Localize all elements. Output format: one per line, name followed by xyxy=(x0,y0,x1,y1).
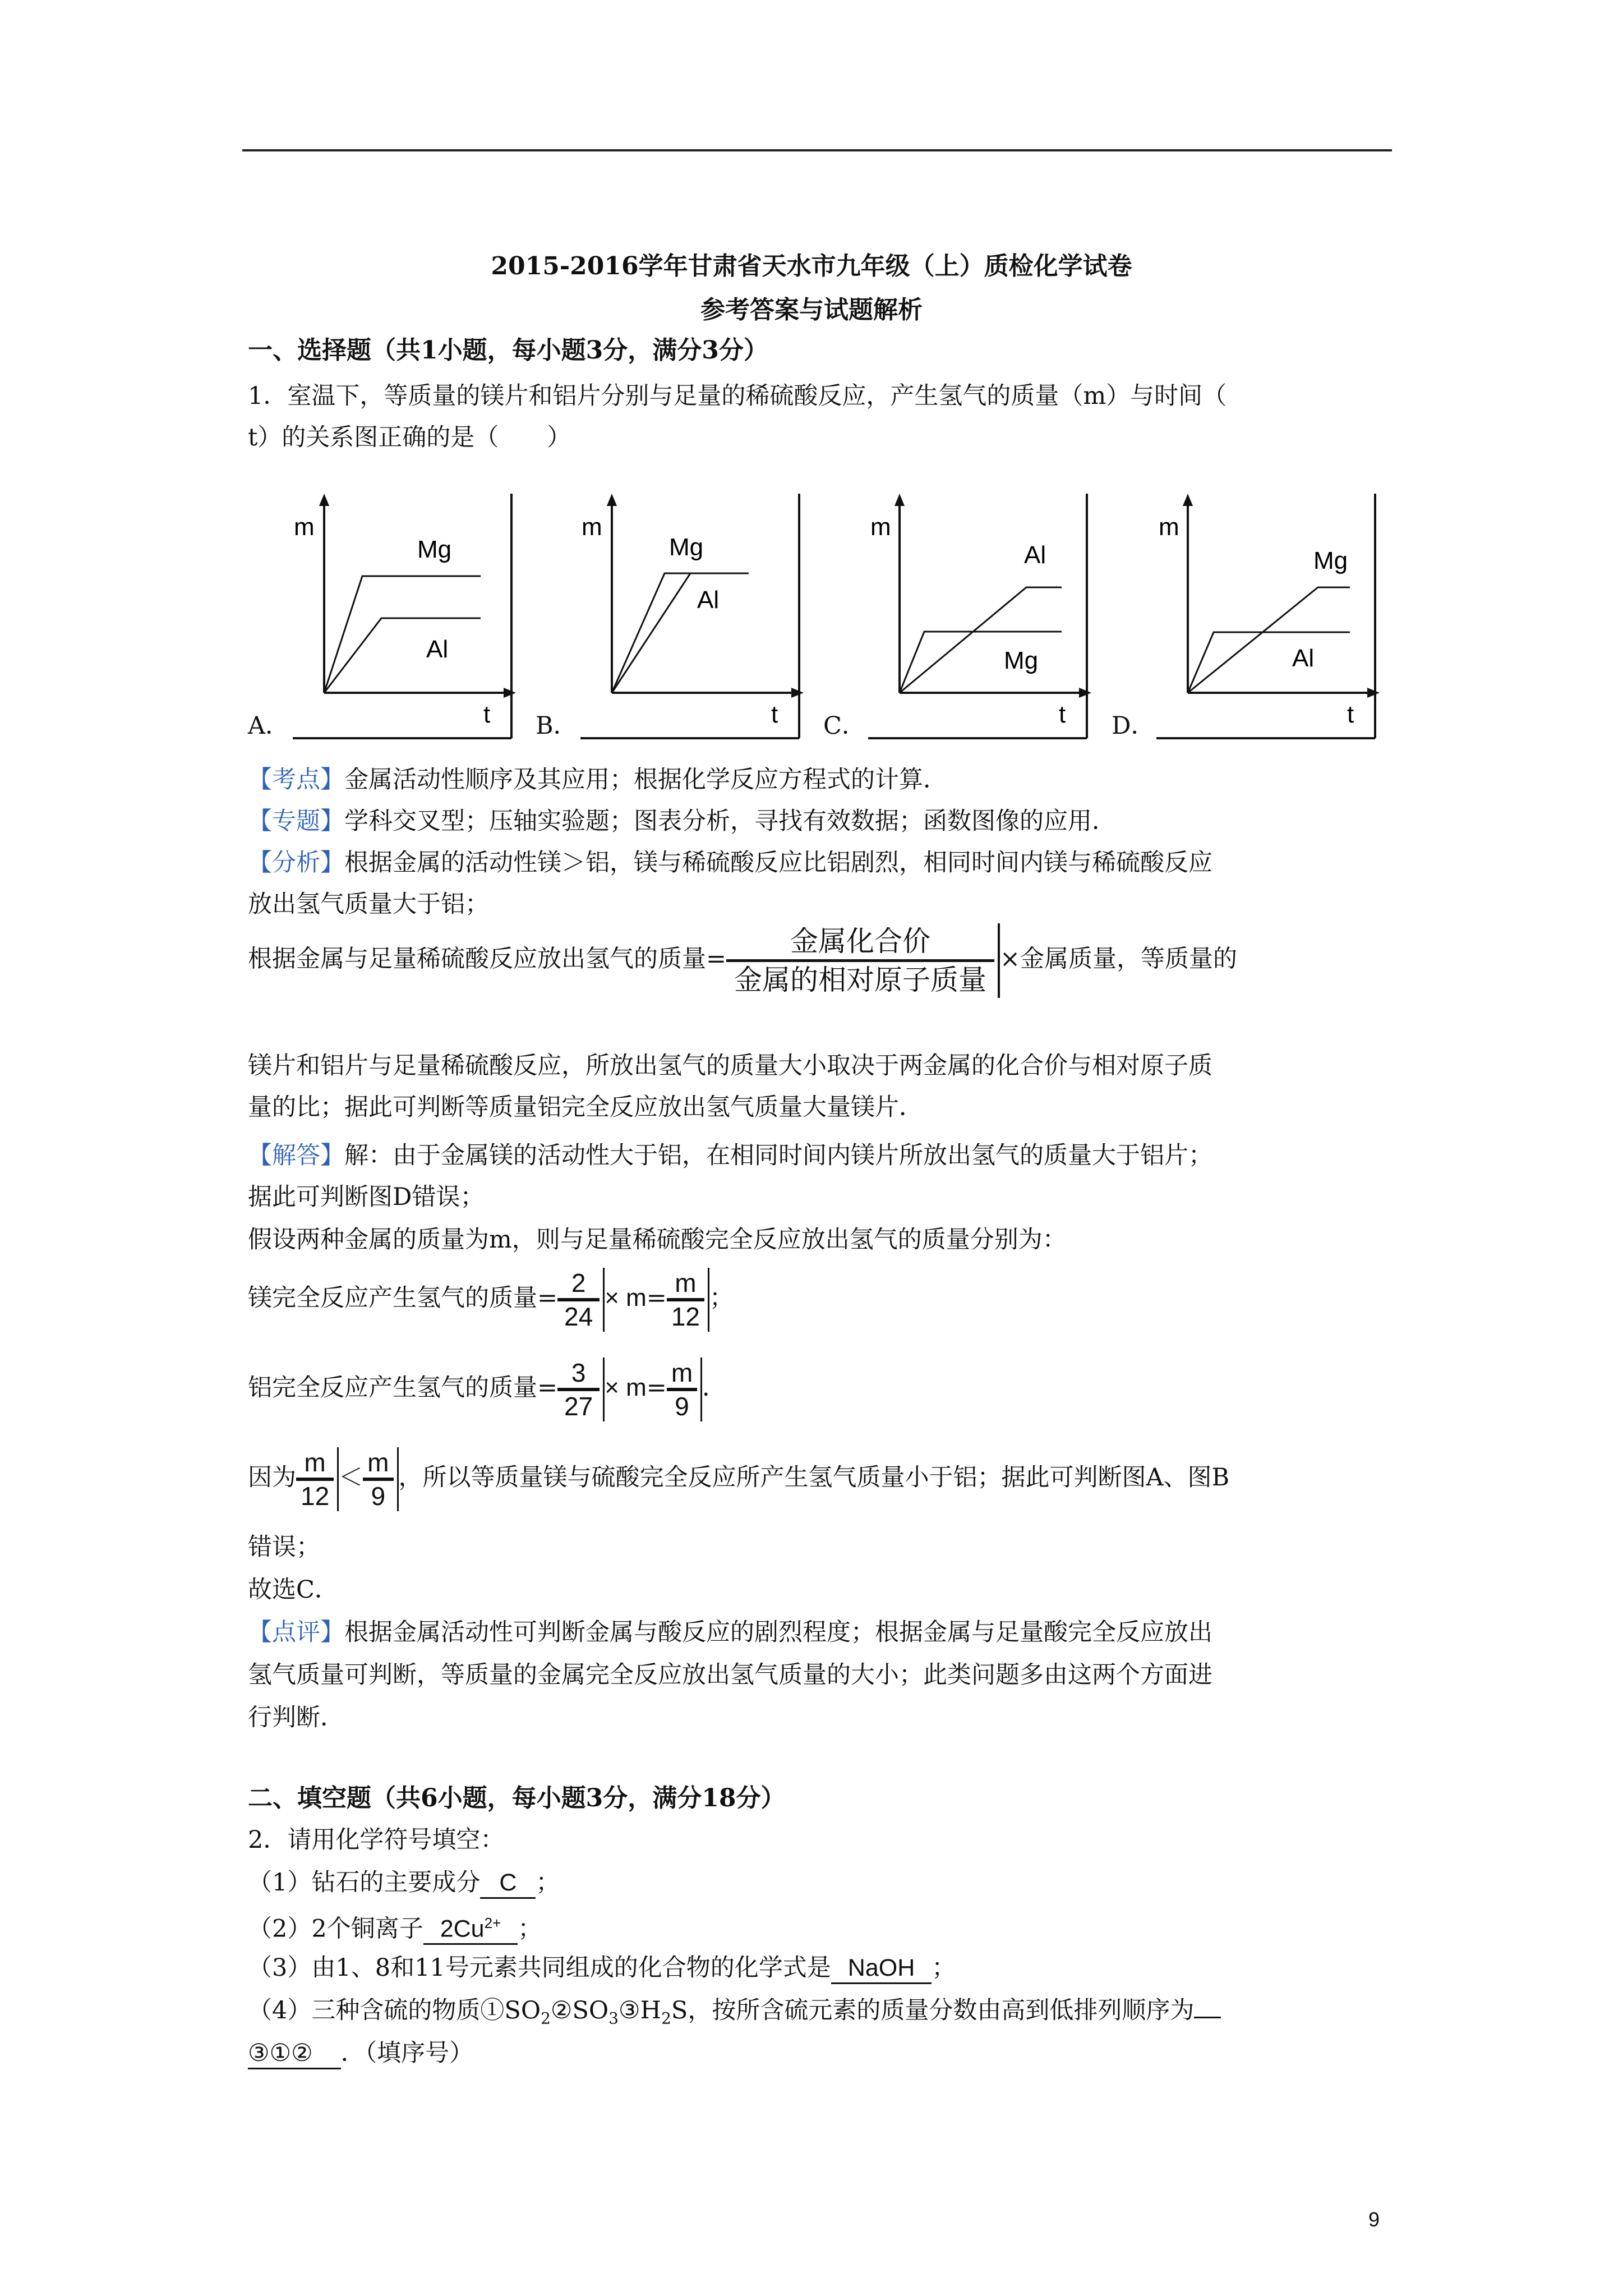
x-axis-label: t xyxy=(771,701,778,728)
kaodian-tag: 【考点】 xyxy=(248,766,344,794)
dianping-text-2: 氢气质量可判断，等质量的金属完全反应放出氢气质量的大小；此类问题多由这两个方面进 xyxy=(248,1661,1212,1689)
y-axis-arrow xyxy=(1183,494,1193,506)
q2-part4-blank-end xyxy=(1194,2017,1221,2018)
comparison-suffix: ，所以等质量镁与硫酸完全反应所产生氢气质量小于铝；据此可判断图A、图B xyxy=(398,1464,1230,1492)
series-label-upper: Mg xyxy=(417,536,452,563)
al-times-m: × m xyxy=(605,1374,647,1401)
y-axis-arrow xyxy=(895,494,905,506)
page-number: 9 xyxy=(1368,2208,1380,2231)
q2-part1-prompt: （1）钻石的主要成分 xyxy=(248,1869,481,1897)
section2-heading: 二、填空题（共6小题，每小题3分，满分18分） xyxy=(248,1784,786,1812)
q2-part3-answer: NaOH xyxy=(831,1953,932,1984)
mg-equals: = xyxy=(646,1284,667,1312)
formula-fraction xyxy=(726,923,1000,998)
al-equals: = xyxy=(646,1374,667,1402)
x-axis-arrow xyxy=(791,688,804,698)
al-mass-row xyxy=(248,1358,726,1421)
option-a-label: A． xyxy=(248,712,290,740)
q2-part4-text-d: S，按所含硫元素的质量分数由高到低排列顺序为 xyxy=(671,1996,1195,2024)
dianping-text-1: 根据金属活动性可判断金属与酸反应的剧烈程度；根据金属与足量酸完全反应放出 xyxy=(344,1618,1212,1646)
q2-part3-suffix: ； xyxy=(932,1954,956,1982)
q2-part4-text-b: ②SO xyxy=(550,1996,609,2024)
option-a-graph xyxy=(248,494,517,740)
fenxi-text-1: 根据金属的活动性镁＞铝，镁与稀硫酸反应比铝剧烈，相同时间内镁与稀硫酸反应 xyxy=(344,849,1212,877)
formula-row xyxy=(248,923,1237,998)
zhuanti-text: 学科交叉型；压轴实验题；图表分析，寻找有效数据；函数图像的应用． xyxy=(344,807,1116,835)
q2-part4-text-c: ③H xyxy=(619,1996,662,2024)
x-axis-label: t xyxy=(483,701,491,728)
y-axis-label: m xyxy=(294,513,315,541)
q2-part2-prompt: （2）2个铜离子 xyxy=(248,1915,423,1943)
q2-part1 xyxy=(248,1866,560,1899)
dianping-tag: 【点评】 xyxy=(248,1618,344,1646)
comparison-prefix: 因为 xyxy=(248,1464,296,1492)
q2-part4 xyxy=(248,1994,1221,2036)
q2-part3-prompt: （3）由1、8和11号元素共同组成的化合物的化学式是 xyxy=(248,1954,831,1982)
mg-mass-suffix: ； xyxy=(709,1284,734,1312)
dianping-text-3: 行判断． xyxy=(248,1704,344,1732)
y-axis-label: m xyxy=(582,513,602,541)
x-axis-label: t xyxy=(1059,701,1066,728)
x-axis-arrow xyxy=(1079,688,1091,698)
series-label-upper: Mg xyxy=(669,533,704,561)
page-title: 2015-2016学年甘肃省天水市九年级（上）质检化学试卷 xyxy=(491,252,1132,280)
fenxi-row xyxy=(248,846,1212,880)
fenxi-text-4: 量的比；据此可判断等质量铝完全反应放出氢气质量大量镁片． xyxy=(248,1093,923,1121)
less-than-sign: ＜ xyxy=(339,1464,363,1492)
option-c-label: C． xyxy=(823,712,866,740)
fenxi-text-3: 镁片和铝片与足量稀硫酸反应，所放出氢气的质量大小取决于两金属的化合价与相对原子质 xyxy=(248,1052,1212,1080)
al-ratio-numerator: 3 xyxy=(557,1358,600,1391)
series-line-upper xyxy=(324,576,481,693)
q2-part4-sub-2: 3 xyxy=(608,2009,619,2028)
fenxi-text-2: 放出氢气质量大于铝； xyxy=(248,890,489,918)
q2-part4-sub-3: 2 xyxy=(661,2009,671,2028)
comparison-right-denominator: 9 xyxy=(371,1481,386,1511)
conclusion-error: 错误； xyxy=(248,1533,320,1561)
q2-part3 xyxy=(248,1951,956,1985)
series-label-upper: Al xyxy=(1024,541,1046,569)
option-d-label: D． xyxy=(1112,712,1155,740)
formula-denominator: 金属的相对原子质量 xyxy=(734,964,987,996)
mg-mass-row xyxy=(248,1268,734,1332)
q2-part2-suffix: ； xyxy=(518,1915,542,1943)
y-axis-arrow xyxy=(319,494,329,506)
q2-part1-suffix: ； xyxy=(536,1869,560,1897)
formula-suffix: ×金属质量，等质量的 xyxy=(1000,945,1238,973)
q2-text: 2．请用化学符号填空： xyxy=(248,1826,505,1854)
formula-numerator: 金属化合价 xyxy=(726,923,994,962)
series-line-upper xyxy=(1188,587,1350,693)
mg-result-denominator: 12 xyxy=(671,1302,700,1331)
answer-choice: 故选C． xyxy=(248,1576,339,1604)
al-ratio-denominator: 27 xyxy=(564,1392,593,1421)
option-b-graph xyxy=(536,494,805,740)
mg-result-fraction xyxy=(667,1268,709,1332)
page-subtitle: 参考答案与试题解析 xyxy=(700,296,923,324)
q2-part4-sub-1: 2 xyxy=(541,2009,551,2028)
y-axis-arrow xyxy=(607,494,617,506)
comparison-right-numerator: m xyxy=(363,1447,393,1481)
al-ratio-fraction xyxy=(557,1358,605,1421)
y-axis-label: m xyxy=(1159,513,1179,541)
mg-times-m: × m xyxy=(605,1284,647,1312)
series-label-lower: Al xyxy=(697,586,720,614)
al-result-fraction xyxy=(667,1358,702,1421)
option-c-graph xyxy=(823,494,1092,740)
zhuanti-tag: 【专题】 xyxy=(248,807,344,835)
zhuanti-row xyxy=(248,804,1116,838)
formula-prefix: 根据金属与足量稀硫酸反应放出氢气的质量= xyxy=(248,945,727,973)
al-result-denominator: 9 xyxy=(675,1392,689,1421)
q2-part4-text-a: （4）三种含硫的物质①SO xyxy=(248,1996,541,2024)
dianping-row xyxy=(248,1616,1212,1649)
series-line-upper xyxy=(612,573,749,693)
series-line-lower xyxy=(612,573,690,693)
series-line-lower xyxy=(324,618,481,693)
comparison-left-fraction xyxy=(296,1447,339,1511)
mg-ratio-numerator: 2 xyxy=(557,1268,600,1301)
mg-result-numerator: m xyxy=(667,1268,704,1301)
x-axis-arrow xyxy=(1367,688,1380,698)
comparison-left-numerator: m xyxy=(296,1447,334,1481)
jieda-text-1: 解：由于金属镁的活动性大于铝，在相同时间内镁片所放出氢气的质量大于铝片； xyxy=(344,1142,1212,1170)
q2-part2-charge: 2+ xyxy=(484,1915,501,1931)
jieda-text-3: 假设两种金属的质量为m，则与足量稀硫酸完全反应放出氢气的质量分别为： xyxy=(248,1226,1067,1254)
series-label-lower: Al xyxy=(1292,645,1315,672)
comparison-row xyxy=(248,1447,1229,1511)
x-axis-arrow xyxy=(504,688,516,698)
mg-ratio-denominator: 24 xyxy=(564,1302,593,1331)
q2-part2 xyxy=(248,1908,542,1945)
series-label-upper: Mg xyxy=(1313,547,1348,574)
jieda-tag: 【解答】 xyxy=(248,1142,344,1170)
header-rule xyxy=(242,149,1392,151)
series-label-lower: Al xyxy=(426,636,449,663)
al-mass-prefix: 铝完全反应产生氢气的质量= xyxy=(248,1374,558,1402)
jieda-row xyxy=(248,1139,1212,1172)
q2-part4-cont xyxy=(248,2036,473,2070)
mg-ratio-fraction xyxy=(557,1268,605,1332)
option-d-graph xyxy=(1112,494,1381,740)
q2-part4-answer: ③①② xyxy=(248,2039,341,2069)
series-line-upper xyxy=(900,587,1062,693)
mg-mass-prefix: 镁完全反应产生氢气的质量= xyxy=(248,1284,558,1312)
x-axis-label: t xyxy=(1347,701,1354,728)
q1-text-line2: t）的关系图正确的是（ ） xyxy=(248,424,571,452)
q2-part2-answer: 2Cu xyxy=(440,1915,485,1943)
series-line-lower xyxy=(1188,632,1350,693)
kaodian-row xyxy=(248,763,947,797)
option-b-label: B． xyxy=(536,712,578,740)
al-mass-suffix: ． xyxy=(702,1374,727,1402)
q2-part2-answer-blank xyxy=(423,1908,518,1945)
al-result-numerator: m xyxy=(667,1358,697,1391)
section1-heading: 一、选择题（共1小题，每小题3分，满分3分） xyxy=(248,336,768,365)
q1-text-line1: 1．室温下，等质量的镁片和铝片分别与足量的稀硫酸反应，产生氢气的质量（m）与时间（ xyxy=(248,382,1227,410)
jieda-text-2: 据此可判断图D错误； xyxy=(248,1183,485,1211)
kaodian-text: 金属活动性顺序及其应用；根据化学反应方程式的计算． xyxy=(344,766,947,794)
comparison-right-fraction xyxy=(363,1447,398,1511)
q2-part4-suffix: ．（填序号） xyxy=(340,2039,474,2067)
comparison-left-denominator: 12 xyxy=(301,1481,330,1511)
y-axis-label: m xyxy=(870,513,891,541)
q2-part1-answer: C xyxy=(480,1868,536,1899)
fenxi-tag: 【分析】 xyxy=(248,849,344,877)
series-label-lower: Mg xyxy=(1004,647,1039,674)
